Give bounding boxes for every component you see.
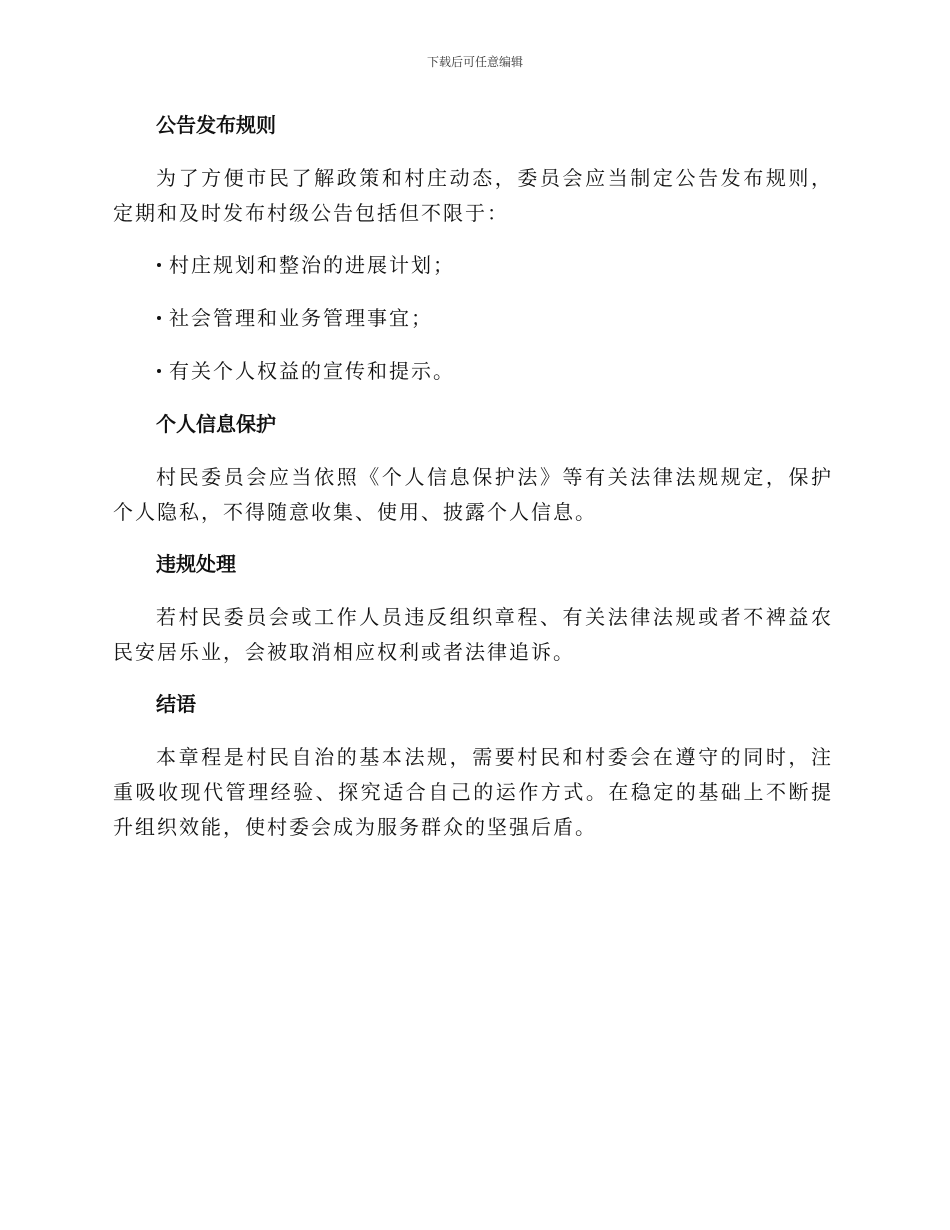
document-body	[113, 110, 833, 845]
section-heading-privacy: 个人信息保护	[156, 412, 276, 436]
section-heading-violation: 违规处理	[156, 552, 236, 576]
bullet-text: 村庄规划和整治的进展计划；	[169, 253, 455, 277]
bullet-text: 有关个人权益的宣传和提示。	[169, 359, 455, 383]
bullet-dot-icon	[157, 263, 161, 267]
section-heading-announcement: 公告发布规则	[156, 113, 276, 137]
bullet-dot-icon	[157, 316, 161, 320]
paragraph-privacy: 村民委员会应当依照《个人信息保护法》等有关法律法规规定，保护个人隐私，不得随意收集、使用、披露个人信息。	[113, 465, 833, 524]
bullet-text: 社会管理和业务管理事宜；	[169, 306, 433, 330]
paragraph-violation: 若村民委员会或工作人员违反组织章程、有关法律法规或者不裨益农民安居乐业，会被取消相应权利或者法律追诉。	[113, 605, 833, 664]
bullet-dot-icon	[157, 369, 161, 373]
page-header: 下载后可任意编辑	[426, 55, 523, 69]
bullet-item	[113, 356, 833, 386]
bullet-item	[113, 250, 833, 280]
paragraph-announcement: 为了方便市民了解政策和村庄动态，委员会应当制定公告发布规则，定期和及时发布村级公告包括但不限于：	[113, 166, 833, 225]
bullet-item	[113, 303, 833, 333]
paragraph-conclusion: 本章程是村民自治的基本法规，需要村民和村委会在遵守的同时，注重吸收现代管理经验、探究适合自己的运作方式。在稳定的基础上不断提升组织效能，使村委会成为服务群众的坚强后盾。	[113, 745, 833, 839]
section-heading-conclusion: 结语	[156, 692, 196, 716]
